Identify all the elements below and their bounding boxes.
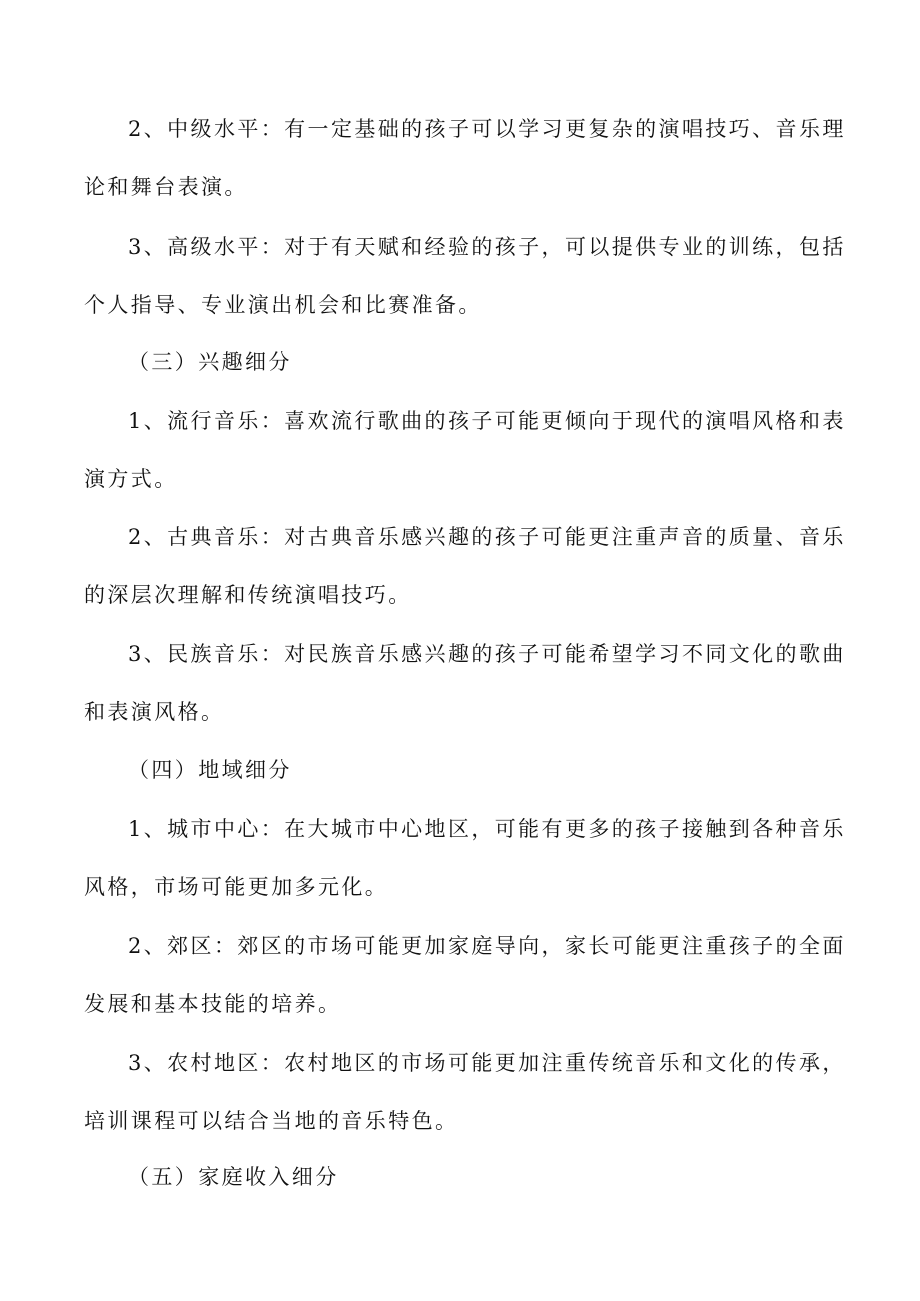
paragraph-rural-areas (84, 1034, 844, 1150)
paragraph-advanced-level (84, 218, 844, 334)
paragraph-line: 3、高级水平：对于有天赋和经验的孩子，可以提供专业的训练，包括 (128, 235, 846, 259)
paragraph-line: 发展和基本技能的培养。 (84, 992, 342, 1016)
section-heading-region: （四）地域细分 (128, 758, 292, 782)
paragraph-line: 演方式。 (84, 467, 178, 491)
paragraph-line: 3、民族音乐：对民族音乐感兴趣的孩子可能希望学习不同文化的歌曲 (128, 642, 846, 666)
paragraph-line: 3、农村地区：农村地区的市场可能更加注重传统音乐和文化的传承， (128, 1051, 846, 1075)
paragraph-line: 论和舞台表演。 (84, 175, 248, 199)
paragraph-line: 1、流行音乐：喜欢流行歌曲的孩子可能更倾向于现代的演唱风格和表 (128, 409, 846, 433)
paragraph-intermediate-level (84, 100, 844, 216)
paragraph-pop-music (84, 392, 844, 508)
paragraph-line: 2、郊区：郊区的市场可能更加家庭导向，家长可能更注重孩子的全面 (128, 934, 846, 958)
paragraph-line: 1、城市中心：在大城市中心地区，可能有更多的孩子接触到各种音乐 (128, 817, 846, 841)
section-heading-family-income: （五）家庭收入细分 (128, 1165, 339, 1189)
paragraph-line: 和表演风格。 (84, 700, 225, 724)
paragraph-line: 的深层次理解和传统演唱技巧。 (84, 583, 412, 607)
paragraph-folk-music (84, 625, 844, 741)
paragraph-city-center (84, 800, 844, 916)
paragraph-line: 个人指导、专业演出机会和比赛准备。 (84, 293, 482, 317)
paragraph-line: 2、中级水平：有一定基础的孩子可以学习更复杂的演唱技巧、音乐理 (128, 117, 846, 141)
paragraph-line: 2、古典音乐：对古典音乐感兴趣的孩子可能更注重声音的质量、音乐 (128, 525, 846, 549)
paragraph-classical-music (84, 508, 844, 624)
paragraph-line: 风格，市场可能更加多元化。 (84, 875, 389, 899)
section-heading-interest: （三）兴趣细分 (128, 350, 292, 374)
paragraph-suburbs (84, 917, 844, 1033)
paragraph-line: 培训课程可以结合当地的音乐特色。 (84, 1109, 459, 1133)
